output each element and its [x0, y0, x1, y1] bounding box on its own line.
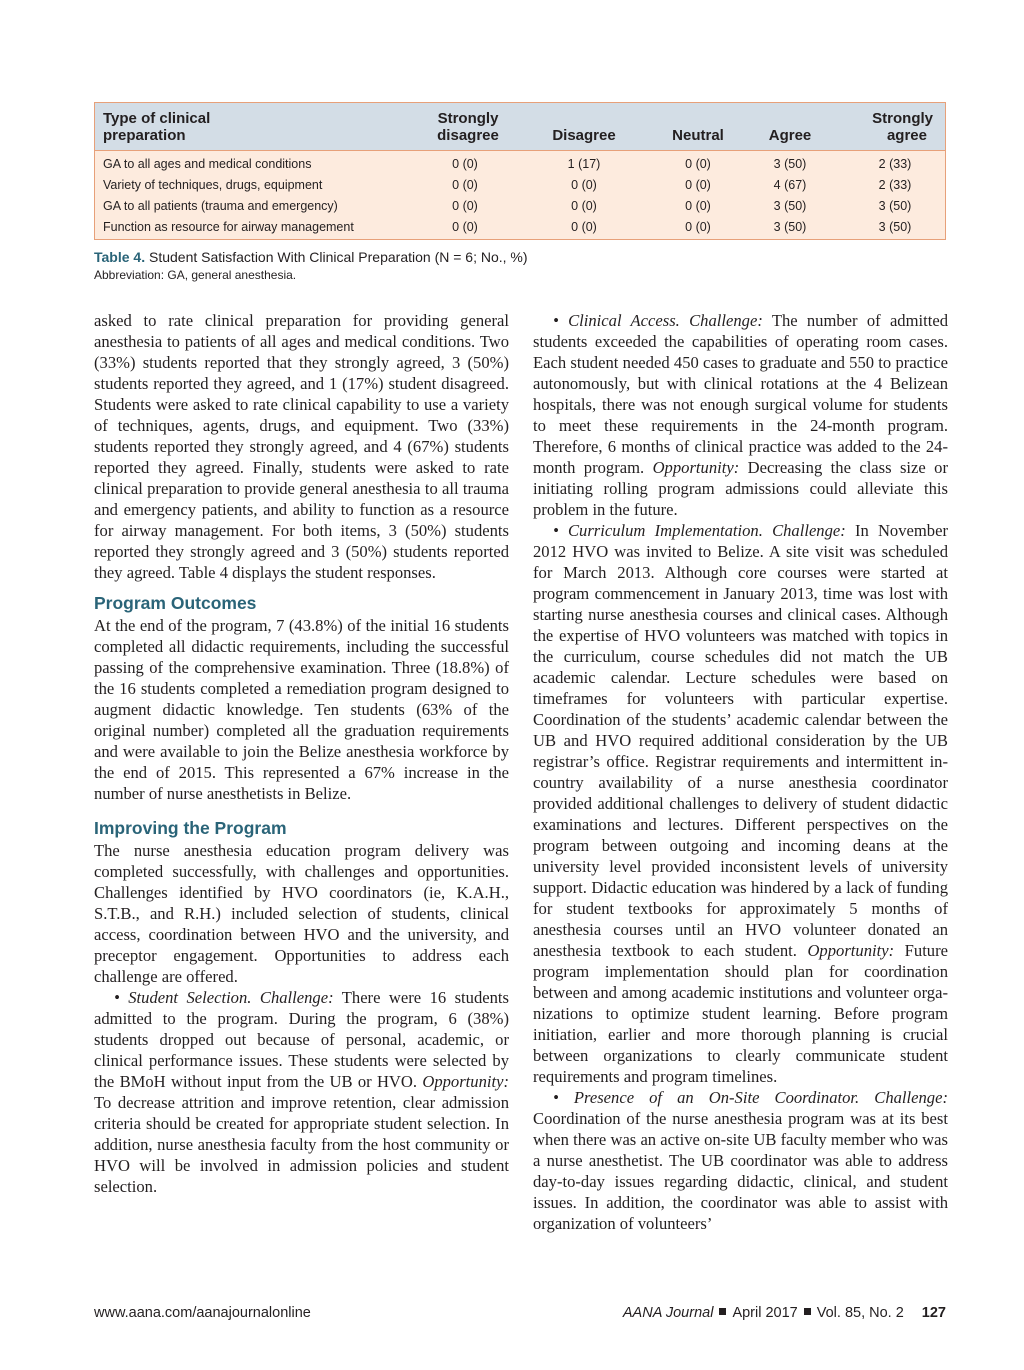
header-disagree: Disagree [552, 127, 616, 144]
cell-a: 4 (67) [773, 178, 807, 192]
bullet-text: There were 16 students admitted to the program. During the program, 6 (38%) students dropped out because of personal, academic, or clinical performance issues. These students were selected by the BMoH without input from the UB or HVO. [94, 988, 509, 1091]
cell-n: 0 (0) [685, 178, 711, 192]
table-caption-label: Table 4. [94, 249, 146, 265]
section-heading-program-outcomes: Program Outcomes [94, 593, 257, 613]
bullet-text: Decreasing the class size or initiating rolling program admissions could alleviate this problem in the future. [533, 458, 948, 519]
footer-date: April 2017 [732, 1305, 798, 1321]
bullet-text: The number of admitted students exceeded the capabilities of operating room cases. Each student needed 450 cases to graduate and 550 to practice autonomously, but with clinical rotations at the 4 Belizean hospitals, there was not enough surgical volume for students to meet these requirements in the 24-month program. Therefore, 6 months of clinical practice was added to the 24-month program. [533, 311, 949, 477]
challenge-label: Challenge: [259, 988, 334, 1007]
challenge-label: Challenge: [874, 1088, 948, 1107]
cell-n: 0 (0) [685, 220, 711, 234]
cell-a: 3 (50) [773, 199, 807, 213]
header-type [103, 110, 210, 144]
paragraph: asked to rate clinical preparation for providing general anesthesia to patients of all ages and medical conditions. Two (33%) students reported that they strongly agreed, 3 (50%) students reported they agreed, and 1 (17%) student disagreed. Students were asked to rate clinical capability to use a variety of techniques, agents, drugs, and equipment. Two (33%) students reported they strongly agreed, and 4 (67%) students reported they agreed. Finally, students were asked to rate clinical preparation to provide general anesthesia to all trauma and emergency patients, and ability to function as a resource for airway management. For both items, 3 (50%) students reported they strongly agreed and 3 (50%) students reported they agreed. Table 4 displays the student responses. [94, 311, 509, 582]
square-bullet-icon [719, 1308, 726, 1315]
cell-a: 3 (50) [773, 220, 807, 234]
header-sa-line1: Strongly [872, 110, 933, 127]
bullet-text: To decrease attrition and improve retention, clear admission criteria should be created for appropriate student selection. In addition, nurse anesthesia faculty from the host community or HVO will be involved in admission policies and student selection. [94, 1093, 509, 1196]
paragraph: At the end of the program, 7 (43.8%) of the initial 16 students completed all didactic requirements, including the successful passing of the comprehensive examination. Three (18.8%) of the 16 students completed a remediation program designed to augment didactic knowledge. Ten students (63% of the original number) completed all the graduation requirements and were available to join the Belize anesthesia workforce by the end of 2015. This represented a 67% increase in the number of nurse anesthetists in Belize. [94, 616, 509, 803]
bullet-curriculum-implementation [533, 520, 948, 1087]
table-header [95, 103, 945, 151]
header-sd-line2: disagree [437, 127, 499, 144]
header-type-line2: preparation [103, 127, 186, 144]
row-label: GA to all ages and medical conditions [103, 157, 312, 171]
header-sa-line2: agree [886, 127, 927, 144]
page-number: 127 [921, 1305, 946, 1321]
cell-sd: 0 (0) [452, 199, 478, 213]
bullet-text: Coordination of the nurse anesthesia program was at its best when there was an active on-site UB faculty member who was a nurse anesthetist. The UB coordinator was able to address day-to-day issues regarding didactic, clinical, and student issues. In addition, the coordinator was able to assist with organization of volunteers’ [533, 1109, 948, 1233]
cell-sd: 0 (0) [452, 157, 478, 171]
bullet-text: In November 2012 HVO was invited to Belize. A site visit was scheduled for March 2013. Although core courses were started at program commencement in January 2013, time was lost with starting nurse anesthesia courses and clinical cases. Although the expertise of HVO volunteers was matched with topics in the curriculum, course schedules did not match the UB academic calendar. Lecture schedules were based on timeframes for volunteers with particular expertise. Coordination of the students’ academic calendar between the UB and HVO required additional consideration by the UB registrar’s office. Registrar requirements and intermittent in-country availability of a nurse anesthesia coordinator provided additional challenges to delivery of student didactic examinations and lectures. Different perspectives on the program between outgoing and incoming deans at the university level provided inconsistent levels of university support. Didactic education was hindered by a lack of funding for student textbooks for approximately 5 months of anesthesia courses until an HVO volunteer donated an anesthesia textbook to each student. [533, 521, 948, 960]
footer-journal: AANA Journal [622, 1305, 714, 1321]
bullet-student-selection [94, 987, 509, 1197]
bullet-heading: • Presence of an On-Site Coordinator. [553, 1088, 860, 1107]
opportunity-label: Opportunity: [807, 941, 895, 960]
left-column [94, 310, 509, 1197]
cell-sa: 2 (33) [878, 157, 912, 171]
header-neutral: Neutral [672, 127, 724, 144]
bullet-text: Future program implementation should plan for coordination between and among academic institutions and volunteer organizations to optimize student learning. Before program initiation, earlier and more thorough planning is crucial between organizations to clearly communicate student requirements and program timelines. [533, 941, 948, 1086]
bullet-on-site-coordinator [533, 1087, 948, 1234]
header-type-line1: Type of clinical [103, 110, 211, 127]
opportunity-label: Opportunity: [422, 1072, 509, 1091]
footer-url[interactable]: www.aana.com/aanajournalonline [94, 1305, 311, 1321]
cell-n: 0 (0) [685, 157, 711, 171]
cell-sa: 3 (50) [878, 220, 912, 234]
table-abbreviation: Abbreviation: GA, general anesthesia. [94, 268, 297, 282]
cell-n: 0 (0) [685, 199, 711, 213]
cell-d: 1 (17) [567, 157, 601, 171]
cell-d: 0 (0) [571, 178, 597, 192]
cell-d: 0 (0) [571, 199, 597, 213]
cell-sa: 3 (50) [878, 199, 912, 213]
cell-a: 3 (50) [773, 157, 807, 171]
row-label: Variety of techniques, drugs, equipment [103, 178, 323, 192]
section-heading-improving-program: Improving the Program [94, 818, 287, 838]
opportunity-label: Opportunity: [652, 458, 740, 477]
challenge-label: Challenge: [689, 311, 763, 330]
table-caption-text: Student Satisfaction With Clinical Preparation (N = 6; No., %) [148, 249, 528, 265]
bullet-clinical-access [533, 310, 948, 520]
cell-sa: 2 (33) [878, 178, 912, 192]
header-strongly-agree [857, 110, 933, 144]
bullet-heading: • Clinical Access. [553, 311, 680, 330]
footer-citation [623, 1305, 946, 1321]
row-label: Function as resource for airway management [103, 220, 354, 234]
cell-sd: 0 (0) [452, 220, 478, 234]
header-sd-line1: Strongly [437, 110, 499, 127]
header-agree: Agree [768, 127, 812, 144]
bullet-heading: • Curriculum Implementation. [553, 521, 763, 540]
cell-sd: 0 (0) [452, 178, 478, 192]
challenge-label: Challenge: [772, 521, 846, 540]
footer-volume: Vol. 85, No. 2 [816, 1305, 904, 1321]
bullet-heading: • Student Selection. [114, 988, 252, 1007]
table-4 [94, 102, 946, 240]
right-column [533, 310, 948, 1234]
cell-d: 0 (0) [571, 220, 597, 234]
header-strongly-disagree [431, 110, 505, 144]
table-caption [94, 249, 528, 265]
paragraph: The nurse anesthesia education program delivery was completed successfully, with challenges and opportunities. Challenges identified by HVO coordinators (ie, K.A.H., S.T.B., and R.H.) included selection of students, clinical access, coordination between HVO and the university, and preceptor engagement. Opportunities to address each challenge are offered. [94, 841, 509, 986]
row-label: GA to all patients (trauma and emergency) [103, 199, 338, 213]
square-bullet-icon [804, 1308, 811, 1315]
